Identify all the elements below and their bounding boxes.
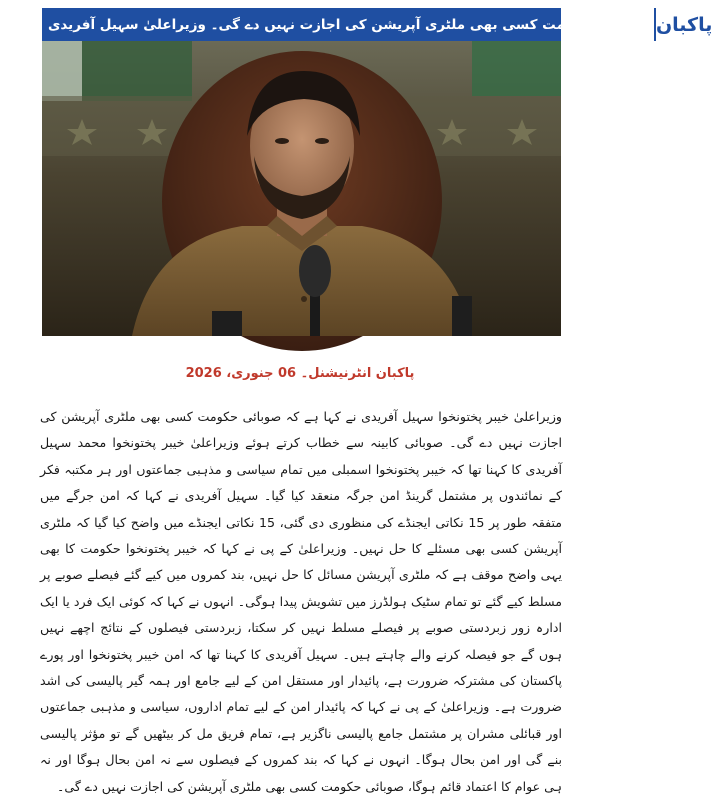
site-logo[interactable] [654,8,712,41]
news-photo [42,41,561,336]
site-logo-text: پاکبان [655,13,712,36]
article-body: وزیراعلیٰ خیبر پختونخوا سہیل آفریدی نے کہا ہے کہ صوبائی حکومت کسی بھی ملٹری آپریشن کی اجازت نہیں دے گی۔ صوبائی کابینہ سے خطاب کرتے ہوئے وزیراعلیٰ خیبر پختونخوا محمد سہیل آفریدی کا کہنا تھا کہ خیبر پختونخوا اسمبلی میں تمام سیاسی و مذہبی جماعتوں اور ہر مکتبہ فکر کے نمائندوں پر مشتمل گرینڈ امن جرگہ منعقد کیا گیا۔ سہیل آفریدی نے کہا کہ امن جرگے میں متفقہ طور پر 15 نکاتی ایجنڈے کی منظوری دی گئی، 15 نکاتی ایجنڈے میں واضح کیا گیا کہ ملٹری آپریشن کسی بھی مسئلے کا حل نہیں۔ وزیراعلیٰ کے پی نے کہا کہ خیبر پختونخوا حکومت کا بھی یہی واضح موقف ہے کہ ملٹری آپریشن مسائل کا حل نہیں، بند کمروں میں کیے گئے فیصلے صوبے پر مسلط کیے گئے تو تمام سٹیک ہولڈرز میں تشویش پیدا ہوگی۔ انہوں نے کہا کہ کوئی ایک فرد یا ایک ادارہ زور زبردستی صوبے پر فیصلے مسلط نہیں کر سکتا، زبردستی فیصلوں کے نتائج اچھے نہیں ہوں گے جو فیصلہ کرنے والے چاہتے ہیں۔ سہیل آفریدی کا کہنا تھا کہ امن خیبر پختونخوا اور پورے پاکستان کی مشترکہ ضرورت ہے، پائیدار اور مستقل امن کے لیے جامع اور ہمہ گیر پالیسی کی اشد ضرورت ہے۔ وزیراعلیٰ کے پی نے کہا کہ پائیدار امن کے لیے تمام اداروں، سیاسی و مذہبی جماعتوں اور قبائلی مشران پر مشتمل جامع پالیسی ناگزیر ہے، تمام فریق مل کر بیٹھیں گے تو مؤثر پالیسی بنے گی اور امن بحال ہوگا۔ انہوں نے کہا کہ بند کمروں کے فیصلوں سے نہ امن بحال ہوگا اور نہ ہی عوام کا اعتماد قائم ہوگا، صوبائی حکومت کسی بھی ملٹری آپریشن کی اجازت نہیں دے گی۔ [40,409,562,794]
photo-press-conference-icon [42,41,561,336]
headline-title: صوبائی حکومت کسی بھی ملٹری آپریشن کی اجازت نہیں دے گی۔ وزیراعلیٰ سہیل آفریدی [48,16,646,33]
headline-bar [42,8,712,41]
dateline: پاکبان انٹرنیشنل۔ 06 جنوری، 2026 [185,366,415,381]
